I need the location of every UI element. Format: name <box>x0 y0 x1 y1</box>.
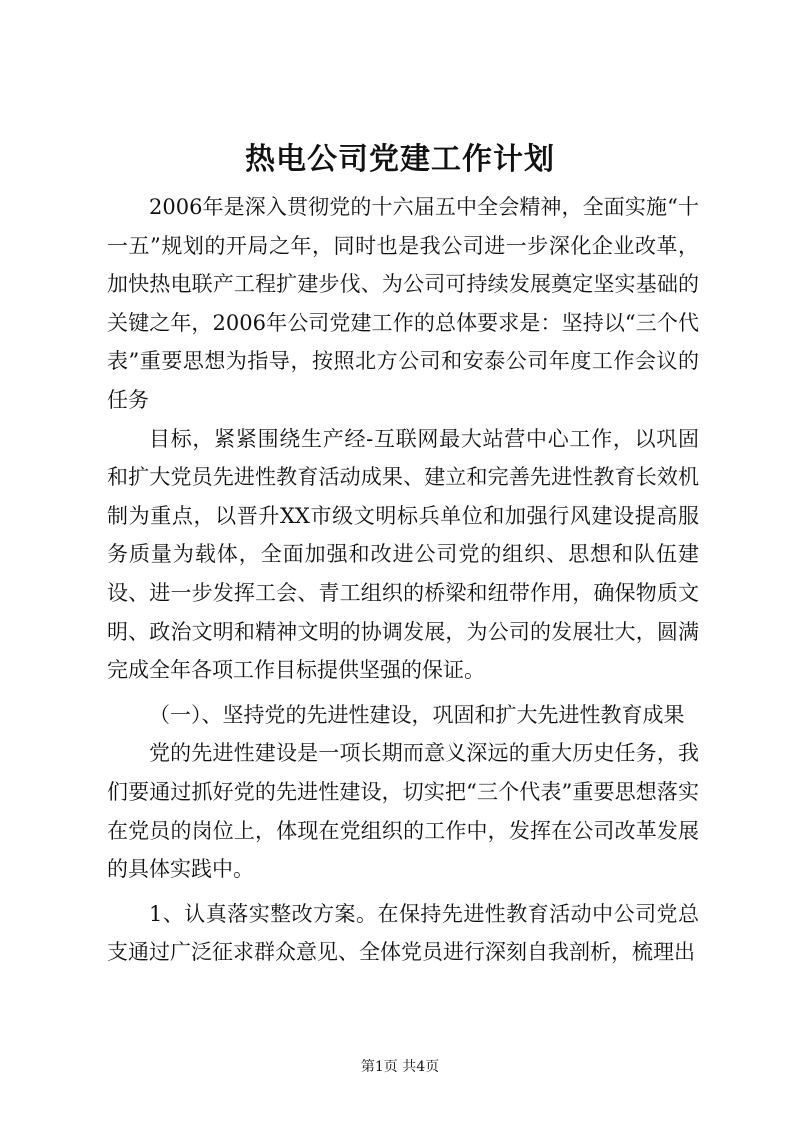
paragraph-goals: 目标，紧紧围绕生产经-互联网最大站营中心工作，以巩固和扩大党员先进性教育活动成果、建立和完善先进性教育长效机制为重点，以晋升XX市级文明标兵单位和加强行风建设提高服务质量为载体，全面加强和改进公司党的组织、思想和队伍建设、进一步发挥工会、青工组织的桥梁和纽带作用，确保物质文明、政治文明和精神文明的协调发展，为公司的发展壮大，圆满完成全年各项工作目标提供坚强的保证。 <box>107 426 699 683</box>
page-number-footer: 第1页 共4页 <box>360 1059 440 1075</box>
document-title: 热电公司党建工作计划 <box>245 142 555 177</box>
paragraph-rectification: 1、认真落实整改方案。在保持先进性教育活动中公司党总支通过广泛征求群众意见、全体党员进行深刻自我剖析，梳理出 <box>107 901 699 965</box>
document-body <box>107 188 699 972</box>
paragraph-intro: 2006年是深入贯彻党的十六届五中全会精神，全面实施“十一五”规划的开局之年，同时也是我公司进一步深化企业改革，加快热电联产工程扩建步伐、为公司可持续发展奠定坚实基础的关键之年，2006年公司党建工作的总体要求是：坚持以“三个代表”重要思想为指导，按照北方公司和安泰公司年度工作会议的任务 <box>107 195 699 412</box>
section-heading: （一）、坚持党的先进性建设，巩固和扩大先进性教育成果 <box>149 702 685 727</box>
paragraph-advanced-nature: 党的先进性建设是一项长期而意义深远的重大历史任务，我们要通过抓好党的先进性建设，切实把“三个代表”重要思想落实在党员的岗位上，体现在党组织的工作中，发挥在公司改革发展的具体实践中。 <box>107 741 699 882</box>
